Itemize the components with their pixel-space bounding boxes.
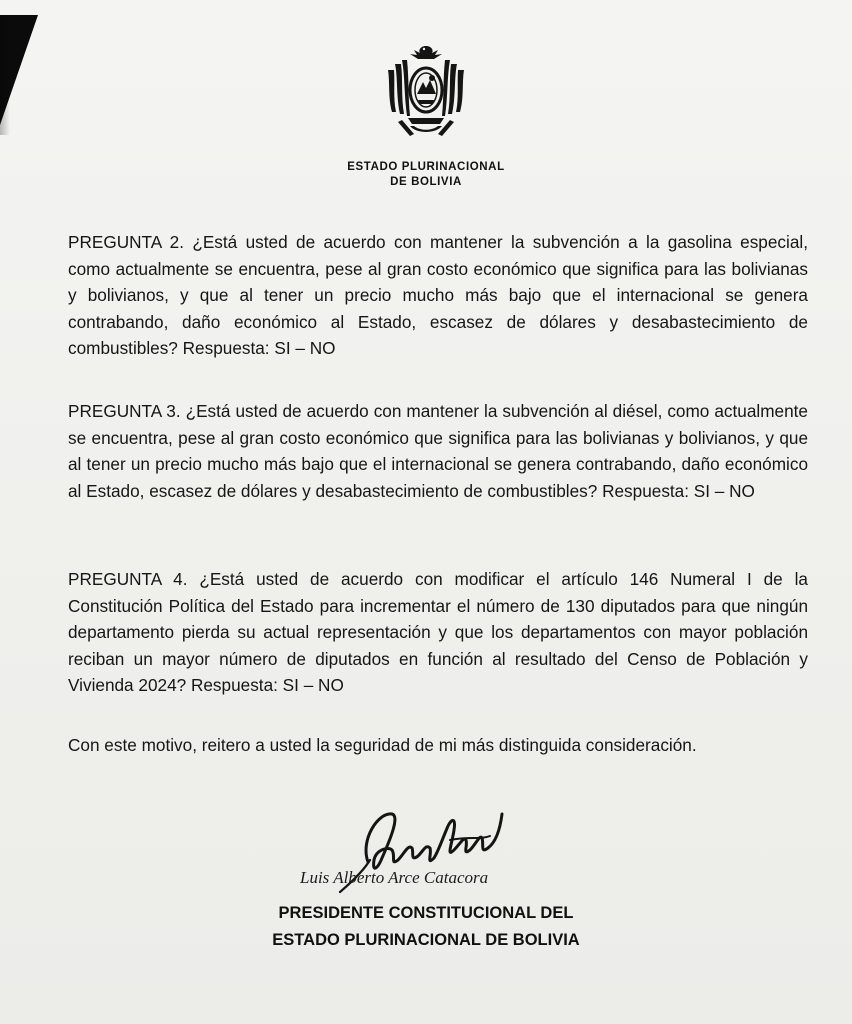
letterhead: [0, 42, 852, 190]
coat-of-arms-icon: [380, 42, 472, 142]
question-2-paragraph: PREGUNTA 2. ¿Está usted de acuerdo con mantener la subvención a la gasolina especial, como actualmente se encuentra, pese al gran costo económico que significa para las bolivianas y bolivianos, y que al tener un precio mucho más bajo que el internacional se genera contrabando, daño económico al Estado, escasez de dólares y desabastecimiento de combustibles? Respuesta: SI – NO: [68, 232, 808, 358]
state-name-line-1: ESTADO PLURINACIONAL: [347, 161, 505, 173]
signer-name: Luis Alberto Arce Catacora: [300, 868, 489, 887]
state-name-line-2: DE BOLIVIA: [390, 176, 462, 188]
signer-title-line-1: PRESIDENTE CONSTITUCIONAL DEL: [278, 904, 574, 922]
signer-title-line-2: ESTADO PLURINACIONAL DE BOLIVIA: [272, 931, 580, 949]
state-name: [0, 160, 852, 190]
question-4-paragraph: PREGUNTA 4. ¿Está usted de acuerdo con modificar el artículo 146 Numeral I de la Constitución Política del Estado para incrementar el número de 130 diputados para que ningún departamento pierda su actual representación y que los departamentos con mayor población reciban un mayor número de diputados en función al resultado del Censo de Población y Vivienda 2024? Respuesta: SI – NO: [68, 569, 808, 695]
closing-paragraph: Con este motivo, reitero a usted la seguridad de mi más distinguida consideración.: [68, 735, 697, 755]
signer-title: [0, 900, 852, 954]
question-3-paragraph: PREGUNTA 3. ¿Está usted de acuerdo con mantener la subvención al diésel, como actualmente se encuentra, pese al gran costo económico que significa para las bolivianas y bolivianos, y que al tener un precio mucho más bajo que el internacional se genera contrabando, daño económico al Estado, escasez de dólares y desabastecimiento de combustibles? Respuesta: SI – NO: [68, 401, 808, 501]
